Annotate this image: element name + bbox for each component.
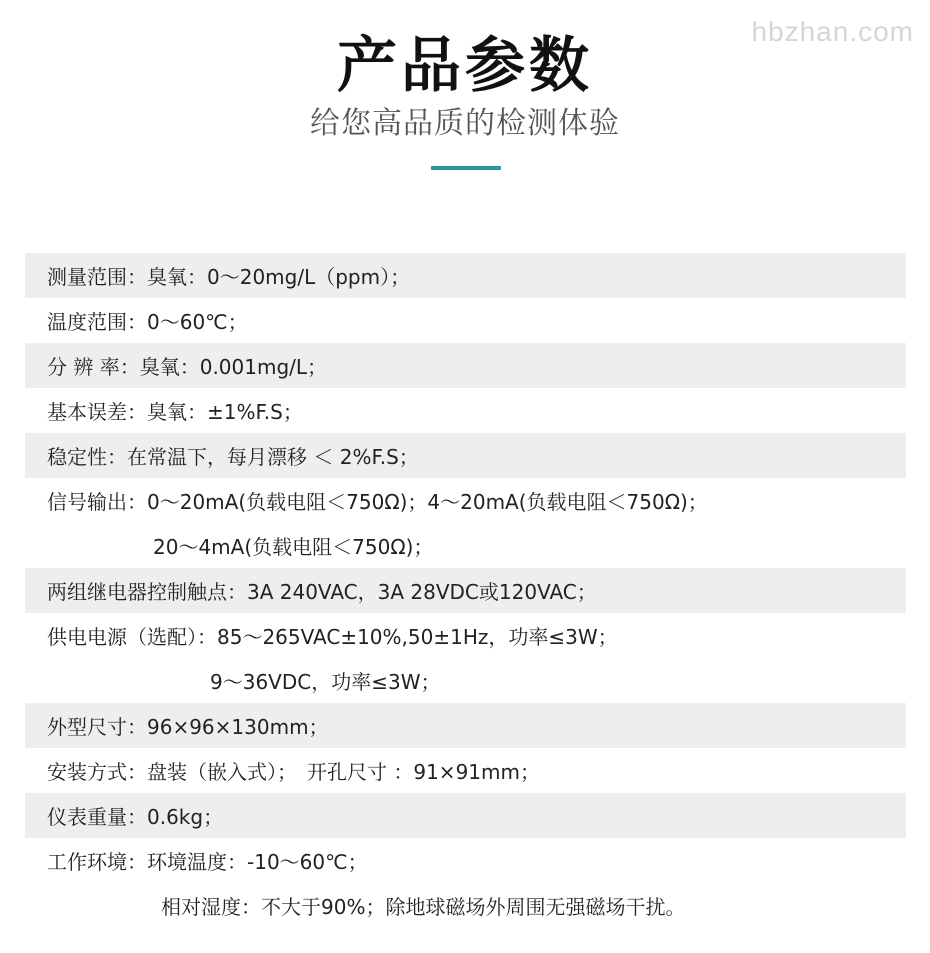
spec-row-signal-output-cont bbox=[25, 523, 906, 568]
spec-row-basic-error bbox=[25, 388, 906, 433]
spec-row-resolution bbox=[25, 343, 906, 388]
spec-row-installation bbox=[25, 748, 906, 793]
accent-divider bbox=[431, 166, 501, 170]
spec-text: 测量范围：臭氧：0～20mg/L（ppm）； bbox=[47, 265, 411, 289]
spec-row-relay bbox=[25, 568, 906, 613]
spec-row-measure-range bbox=[25, 253, 906, 298]
spec-text: 安装方式：盘装（嵌入式）； 开孔尺寸 ：91×91mm； bbox=[47, 760, 540, 784]
spec-text: 稳定性：在常温下，每月漂移 ＜ 2%F.S； bbox=[47, 445, 419, 469]
spec-row-signal-output bbox=[25, 478, 906, 523]
spec-text: 相对湿度：不大于90%；除地球磁场外周围无强磁场干扰。 bbox=[161, 895, 686, 919]
spec-table bbox=[25, 253, 906, 928]
spec-text: 基本误差：臭氧：±1%F.S； bbox=[47, 400, 303, 424]
spec-row-stability bbox=[25, 433, 906, 478]
spec-text: 20～4mA(负载电阻＜750Ω)； bbox=[153, 535, 434, 559]
spec-row-weight bbox=[25, 793, 906, 838]
spec-row-power-supply bbox=[25, 613, 906, 658]
page-title: 产品参数 bbox=[337, 31, 593, 101]
spec-text: 两组继电器控制触点：3A 240VAC，3A 28VDC或120VAC； bbox=[47, 580, 597, 604]
spec-row-power-supply-cont bbox=[25, 658, 906, 703]
spec-text: 外型尺寸：96×96×130mm； bbox=[47, 715, 329, 739]
spec-text: 9～36VDC，功率≤3W； bbox=[210, 670, 441, 694]
spec-row-environment-cont bbox=[25, 883, 906, 928]
spec-text: 温度范围：0～60℃； bbox=[47, 310, 248, 334]
spec-row-temp-range bbox=[25, 298, 906, 343]
spec-text: 工作环境：环境温度：-10～60℃； bbox=[47, 850, 368, 874]
spec-text: 仪表重量：0.6kg； bbox=[47, 805, 224, 829]
spec-row-dimensions bbox=[25, 703, 906, 748]
watermark: hbzhan.com bbox=[751, 16, 914, 47]
spec-text: 供电电源（选配）：85～265VAC±10%,50±1Hz，功率≤3W； bbox=[47, 625, 618, 649]
spec-row-environment bbox=[25, 838, 906, 883]
spec-text: 分 辨 率：臭氧：0.001mg/L； bbox=[47, 355, 328, 379]
spec-text: 信号输出：0～20mA(负载电阻＜750Ω)；4～20mA(负载电阻＜750Ω)； bbox=[47, 490, 708, 514]
page-subtitle: 给您高品质的检测体验 bbox=[310, 106, 620, 141]
